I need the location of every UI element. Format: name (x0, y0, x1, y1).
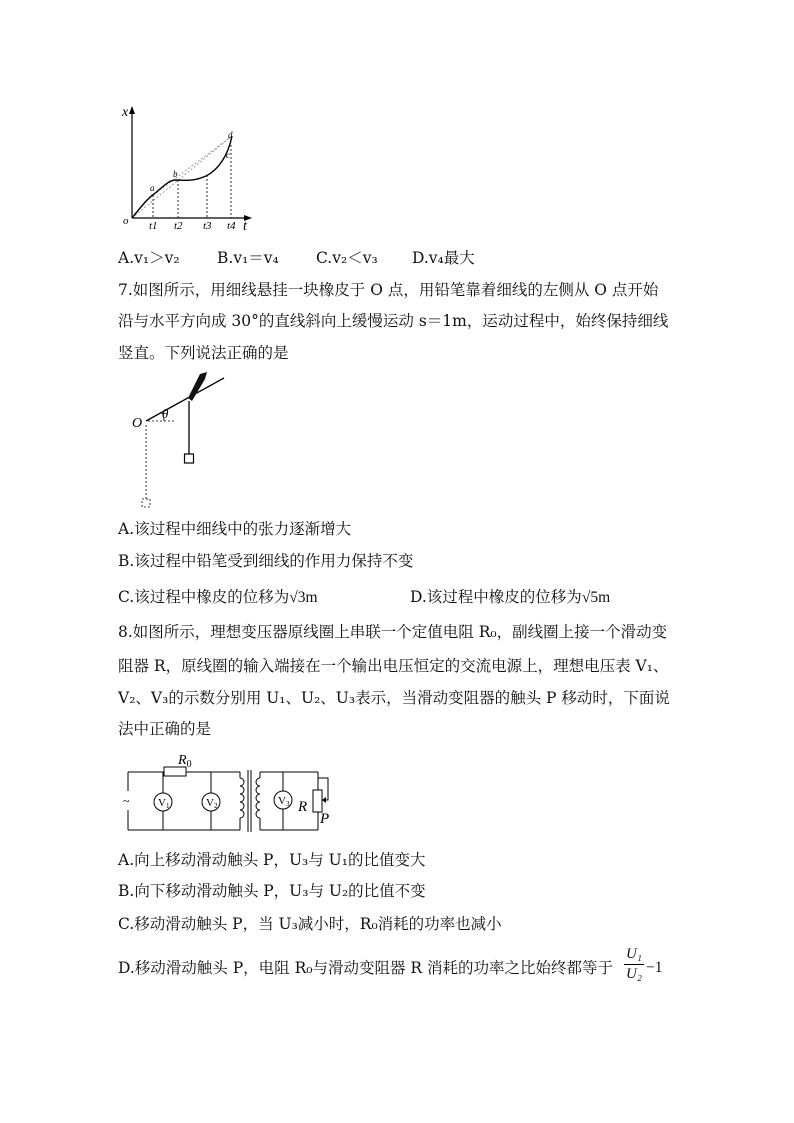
circuit-v3-label: V3 (278, 795, 290, 808)
graph-point-a: a (150, 183, 155, 193)
graph-origin: o (123, 215, 129, 227)
fig-angle-theta: θ (162, 406, 169, 421)
q7-stem-line-3: 竖直。下列说法正确的是 (118, 344, 289, 362)
circuit-rheostat-label: R (298, 799, 308, 815)
q8-transformer-circuit (118, 748, 348, 836)
graph-point-c: c (226, 150, 230, 160)
q8-option-c: C.移动滑动触头 P，当 U₃减小时，R₀消耗的功率也减小 (118, 915, 502, 933)
q7-option-b: B.该过程中铅笔受到细线的作用力保持不变 (118, 552, 414, 570)
circuit-v2-label: V2 (206, 797, 218, 810)
q6-option-c: C.v₂＜v₃ (316, 249, 378, 267)
q7-stem-line-2: 沿与水平方向成 30°的直线斜向上缓慢运动 s＝1m，运动过程中，始终保持细线 (118, 312, 669, 330)
q7-option-c-value: √3m (289, 589, 318, 606)
q8-stem-line-1: 8.如图所示，理想变压器原线圈上串联一个定值电阻 R₀，副线圈上接一个滑动变 (118, 623, 668, 641)
q8-option-d-fraction (624, 946, 644, 983)
graph-point-b: b (173, 169, 178, 179)
fraction-denominator: U₂ (625, 966, 643, 982)
graph-tick-t3: t3 (203, 220, 212, 232)
fig-point-o: O (132, 416, 143, 431)
q6-xt-graph (118, 100, 258, 235)
graph-x-label: t (243, 219, 247, 234)
graph-point-d: d (228, 130, 233, 140)
q7-option-a: A.该过程中细线中的张力逐渐增大 (118, 520, 352, 538)
q8-option-d-suffix: −1 (646, 959, 663, 976)
q8-stem-line-3: V₂、V₃的示数分别用 U₁、U₂、U₃表示，当滑动变阻器的触头 P 移动时，下面说 (118, 689, 670, 707)
q6-option-d: D.v₄最大 (412, 249, 475, 267)
q8-option-d-text: D.移动滑动触头 P，电阻 R₀与滑动变阻器 R 消耗的功率之比始终都等于 (118, 959, 613, 977)
graph-tick-t1: t1 (149, 220, 158, 232)
graph-tick-t4: t4 (227, 220, 236, 232)
q7-pencil-figure (128, 368, 228, 513)
q8-stem-line-2: 阻器 R，原线圈的输入端接在一个输出电压恒定的交流电源上，理想电压表 V₁、 (118, 657, 669, 675)
graph-tick-t2: t2 (174, 220, 183, 232)
q7-option-c: C.该过程中橡皮的位移为√3m (118, 588, 318, 606)
q7-stem-line-1: 7.如图所示，用细线悬挂一块橡皮于 O 点，用铅笔靠着细线的左侧从 O 点开始 (118, 281, 659, 299)
circuit-slider-label: P (320, 811, 330, 827)
q8-option-a: A.向上移动滑动触头 P，U₃与 U₁的比值变大 (118, 851, 426, 869)
q6-option-a: A.v₁＞v₂ (118, 249, 180, 267)
q7-option-d: D.该过程中橡皮的位移为√5m (410, 588, 611, 606)
graph-y-label: x (122, 105, 129, 120)
circuit-v1-label: V1 (158, 797, 170, 810)
q6-option-b: B.v₁＝v₄ (217, 249, 279, 267)
fraction-numerator: U₁ (625, 946, 643, 962)
circuit-r0-label: $R_0$ (178, 753, 192, 770)
q8-stem-line-4: 法中正确的是 (118, 720, 212, 738)
q7-option-d-value: √5m (581, 589, 611, 606)
circuit-source-symbol: ~ (123, 794, 130, 808)
q8-option-b: B.向下移动滑动触头 P，U₃与 U₂的比值不变 (118, 882, 426, 900)
